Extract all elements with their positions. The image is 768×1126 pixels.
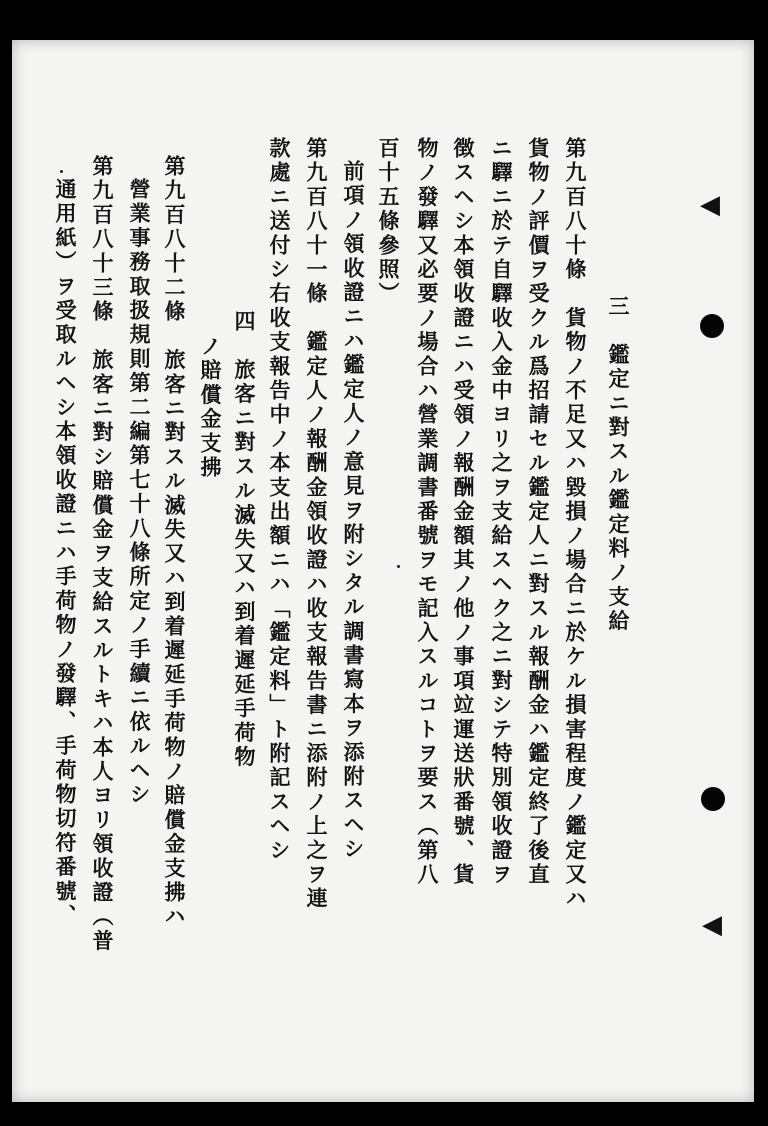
text-line: 物ノ發驛又必要ノ場合ハ營業調書番號ヲモ記入スルコトヲ要ス（第八 [415,137,440,888]
text-line: 第九百八十三條 旅客ニ對シ賠償金ヲ支給スルトキハ本人ヨリ領收證（普 [90,155,115,954]
text-line: 第九百八十一條 鑑定人ノ報酬金領收證ハ收支報告書ニ添附ノ上之ヲ連 [304,137,329,912]
text-line: 貨物ノ評價ヲ受クル爲招請セル鑑定人ニ對スル報酬金ハ鑑定終了後直 [526,137,551,888]
section-3-heading: 三 鑑定ニ對スル鑑定料ノ支給 [606,295,631,634]
text-line: 款處ニ送付シ右收支報告中ノ本支出額ニハ「鑑定料」ト附記スヘシ [267,137,292,863]
text-line: 通用紙）ヲ受取ルヘシ本領收證ニハ手荷物ノ發驛、手荷物切符番號、 [53,178,78,929]
section-4-heading-continued: ノ賠償金支拂 [198,335,223,481]
fold-mark: ◀ [700,190,720,220]
document-page [12,40,754,1102]
binding-hole [701,787,725,811]
text-line: 第九百八十二條 旅客ニ對スル滅失又ハ到着遲延手荷物ノ賠償金支拂ハ [162,155,187,930]
speck [60,170,63,173]
text-line: 前項ノ領收證ニハ鑑定人ノ意見ヲ附シタル調書寫本ヲ添附スヘシ [341,160,366,862]
text-line: 營業事務取扱規則第二編第七十八條所定ノ手續ニ依ルヘシ [127,178,152,808]
binding-hole [700,314,724,338]
text-line: 第九百八十條 貨物ノ不足又ハ毀損ノ場合ニ於ケル損害程度ノ鑑定又ハ [563,137,588,912]
fold-mark: ◀ [702,910,722,940]
speck [397,565,400,568]
section-4-heading: 四 旅客ニ對スル滅失又ハ到着遲延手荷物 [232,310,257,770]
text-line: 百十五條參照） [376,137,401,307]
text-line: 徴スヘシ本領收證ニハ受領ノ報酬金額其ノ他ノ事項竝運送狀番號、貨 [451,137,476,888]
text-line: ニ驛ニ於テ自驛收入金中ヨリ之ヲ支給スヘク之ニ對シテ特別領收證ヲ [489,137,514,888]
